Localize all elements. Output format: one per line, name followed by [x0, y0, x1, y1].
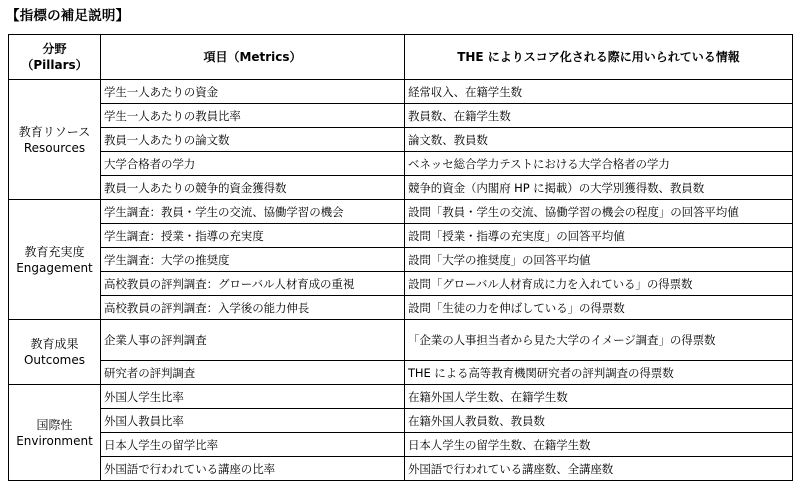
pillar-name-en: Engagement [16, 260, 93, 275]
table-row [9, 433, 793, 457]
metric-cell: 学生調査：教員・学生の交流、協働学習の機会 [101, 200, 405, 224]
metric-header: 項目（Metrics） [101, 35, 405, 80]
pillar-cell [9, 80, 101, 200]
table-row [9, 296, 793, 320]
pillar-name-en: Resources [23, 140, 86, 155]
info-cell: 外国語で行われている講座数、全講座数 [405, 457, 793, 481]
pillar-name-ja: 国際性 [36, 417, 73, 432]
metric-cell: 学生調査：大学の推奨度 [101, 248, 405, 272]
metric-cell: 学生一人あたりの資金 [101, 80, 405, 104]
pillar-name-ja: 教育充実度 [24, 244, 85, 259]
pillar-header-line2: （Pillars） [21, 58, 88, 72]
metric-cell: 教員一人あたりの競争的資金獲得数 [101, 176, 405, 200]
info-cell: 在籍外国人学生数、在籍学生数 [405, 385, 793, 409]
table-row [9, 104, 793, 128]
metrics-table [8, 34, 793, 481]
header-row [9, 35, 793, 80]
table-row [9, 248, 793, 272]
table-row [9, 176, 793, 200]
table-row [9, 361, 793, 385]
table-row [9, 80, 793, 104]
metric-cell: 外国人教員比率 [101, 409, 405, 433]
table-row [9, 200, 793, 224]
table-row [9, 385, 793, 409]
info-cell: 「企業の人事担当者から見た大学のイメージ調査」の得票数 [405, 320, 793, 361]
pillar-name-ja: 教育成果 [30, 337, 79, 351]
info-cell: ベネッセ総合学力テストにおける大学合格者の学力 [405, 152, 793, 176]
info-cell: 論文数、教員数 [405, 128, 793, 152]
table-row [9, 224, 793, 248]
table-row [9, 128, 793, 152]
pillar-name-en: Environment [16, 433, 93, 448]
metric-cell: 教員一人あたりの論文数 [101, 128, 405, 152]
metric-cell: 研究者の評判調査 [101, 361, 405, 385]
pillar-name-en: Outcomes [23, 353, 86, 367]
info-cell: 日本人学生の留学生数、在籍学生数 [405, 433, 793, 457]
info-cell: 在籍外国人教員数、教員数 [405, 409, 793, 433]
table-row [9, 409, 793, 433]
metric-cell: 大学合格者の学力 [101, 152, 405, 176]
page-title: 【指標の補足説明】 [6, 8, 130, 24]
table-body [9, 80, 793, 481]
info-cell: 設問「生徒の力を伸ばしている」の得票数 [405, 296, 793, 320]
pillar-cell [9, 320, 101, 385]
table-row [9, 457, 793, 481]
metric-cell: 高校教員の評判調査：入学後の能力伸長 [101, 296, 405, 320]
info-cell: 競争的資金（内閣府 HP に掲載）の大学別獲得数、教員数 [405, 176, 793, 200]
info-cell: 設問「授業・指導の充実度」の回答平均値 [405, 224, 793, 248]
table-row [9, 272, 793, 296]
metric-cell: 日本人学生の留学比率 [101, 433, 405, 457]
metric-cell: 学生調査：授業・指導の充実度 [101, 224, 405, 248]
info-cell: 教員数、在籍学生数 [405, 104, 793, 128]
pillar-cell [9, 385, 101, 481]
metric-cell: 学生一人あたりの教員比率 [101, 104, 405, 128]
pillar-header-line1: 分野 [42, 42, 67, 56]
pillar-cell [9, 200, 101, 320]
metric-cell: 高校教員の評判調査：グローバル人材育成の重視 [101, 272, 405, 296]
info-header: THE によりスコア化される際に用いられている情報 [405, 35, 793, 80]
metric-cell: 企業人事の評判調査 [101, 320, 405, 361]
info-cell: 設問「教員・学生の交流、協働学習の機会の程度」の回答平均値 [405, 200, 793, 224]
info-cell: 設問「グローバル人材育成に力を入れている」の得票数 [405, 272, 793, 296]
info-cell: 経常収入、在籍学生数 [405, 80, 793, 104]
metric-cell: 外国人学生比率 [101, 385, 405, 409]
info-cell: 設問「大学の推奨度」の回答平均値 [405, 248, 793, 272]
metric-cell: 外国語で行われている講座の比率 [101, 457, 405, 481]
pillar-name-ja: 教育リソース [18, 124, 91, 139]
table-row [9, 320, 793, 361]
table-row [9, 152, 793, 176]
pillar-header [9, 35, 101, 80]
info-cell: THE による高等教育機関研究者の評判調査の得票数 [405, 361, 793, 385]
